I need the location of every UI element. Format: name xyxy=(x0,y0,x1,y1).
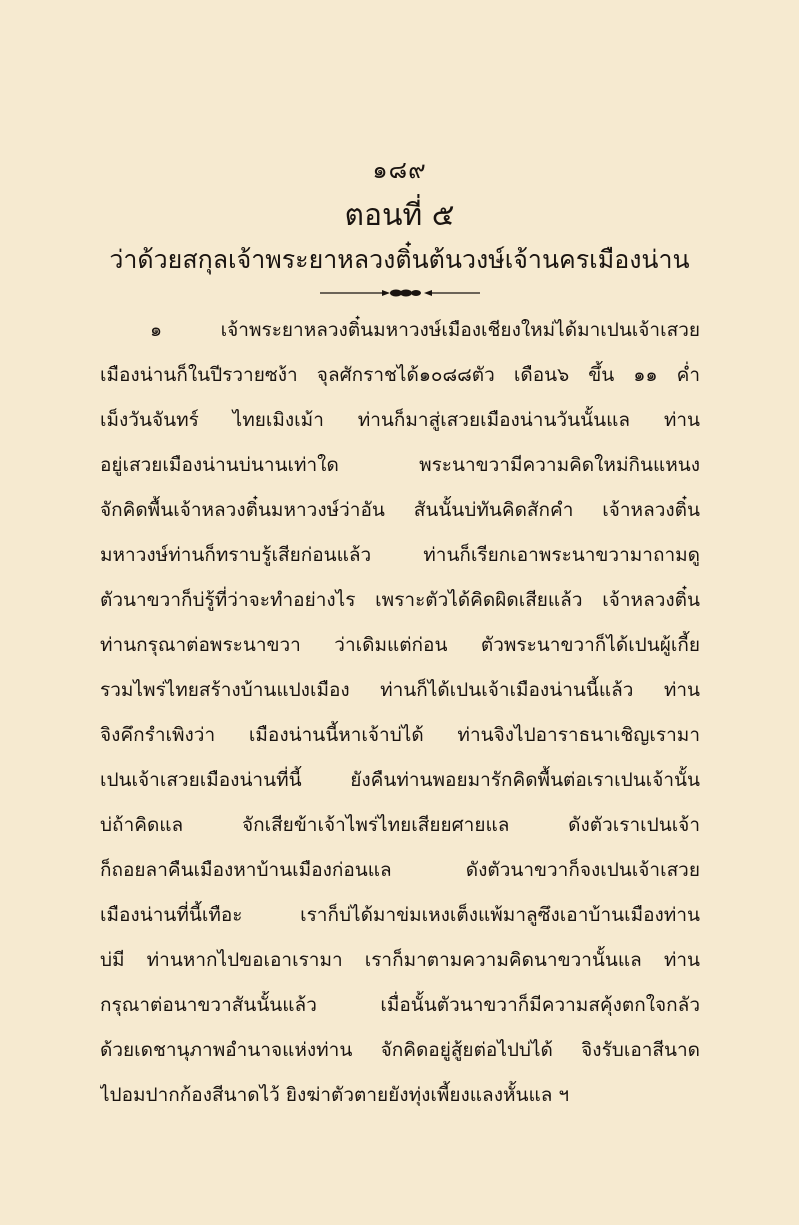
ornament-divider xyxy=(320,286,480,300)
text-line: กรุณาต่อนาขวาสันนั้นแล้ว เมื่อนั้นตัวนาขวาก็มีความสคุ้งตกใจกลัว xyxy=(100,994,700,1016)
text-line: อยู่เสวยเมืองน่านบ่นานเท่าใด พระนาขวามีความคิดใหม่กินแหนง xyxy=(100,454,700,476)
text-line: ๑ เจ้าพระยาหลวงติ๋นมหาวงษ์เมืองเชียงใหม่ได้มาเปนเจ้าเสวย xyxy=(150,319,700,341)
chapter-subtitle: ว่าด้วยสกุลเจ้าพระยาหลวงติ๋นต้นวงษ์เจ้านครเมืองน่าน xyxy=(109,245,690,274)
text-line: เมืองน่านที่นี้เทือะ เราก็บ่ได้มาข่มเหงเต็งแพ้มาลูซึงเอาบ้านเมืองท่าน xyxy=(100,904,700,926)
text-line: ก็ถอยลาคืนเมืองหาบ้านเมืองก่อนแล ดังตัวนาขวาก็จงเปนเจ้าเสวย xyxy=(100,859,700,881)
text-line: เม็งวันจันทร์ ไทยเมิงเม้า ท่านก็มาสู่เสวยเมืองน่านวันนั้นแล ท่าน xyxy=(100,409,700,431)
text-line: บ่มี ท่านหากไปขอเอาเรามา เราก็มาตามความคิดนาขวานั้นแล ท่าน xyxy=(100,949,700,971)
text-line: เมืองน่านก็ในปีรวายซง้า จุลศักราชได้๑๐๘๘ตัว เดือน๖ ขึ้น ๑๑ ค่ำ xyxy=(100,364,700,386)
text-line: รวมไพร่ไทยสร้างบ้านแปงเมือง ท่านก็ได้เปนเจ้าเมืองน่านนี้แล้ว ท่าน xyxy=(100,679,700,701)
text-line: บ่ถ้าคิดแล จักเสียข้าเจ้าไพร่ไทยเสียยศายแล ดังตัวเราเปนเจ้า xyxy=(100,814,700,836)
body-text xyxy=(100,308,700,1118)
text-line: ท่านกรุณาต่อพระนาขวา ว่าเดิมแต่ก่อน ตัวพระนาขวาก็ได้เปนผู้เกี้ย xyxy=(100,634,700,656)
chapter-title: ตอนที่ ๕ xyxy=(344,198,455,233)
text-line: จิงคึกรำเพิงว่า เมืองน่านนี้หาเจ้าบ่ได้ ท่านจิงไปอาราธนาเชิญเรามา xyxy=(100,724,700,746)
page-number: ๑๘๙ xyxy=(372,156,427,184)
text-line: ไปอมปากก้องสีนาดไว้ ยิงฆ่าตัวตายยังทุ่งเพี้ยงแลงหั้นแล ฯ xyxy=(100,1084,570,1106)
text-line: มหาวงษ์ท่านก็ทราบรู้เสียก่อนแล้ว ท่านก็เรียกเอาพระนาขวามาถามดู xyxy=(100,544,700,566)
text-line: เปนเจ้าเสวยเมืองน่านที่นี้ ยังคืนท่านพอยมารักคิดพื้นต่อเราเปนเจ้านั้น xyxy=(100,769,700,791)
text-line: จักคิดพื้นเจ้าหลวงติ๋นมหาวงษ์ว่าอัน สันนั้นบ่ทันคิดสักคำ เจ้าหลวงติ๋น xyxy=(100,499,700,521)
text-line: ตัวนาขวาก็บ่รู้ที่ว่าจะทำอย่างไร เพราะตัวได้คิดผิดเสียแล้ว เจ้าหลวงติ๋น xyxy=(100,589,700,611)
text-line: ด้วยเดชานุภาพอำนาจแห่งท่าน จักคิดอยู่สู้ยต่อไปบ่ได้ จิงรับเอาสีนาด xyxy=(100,1039,700,1061)
